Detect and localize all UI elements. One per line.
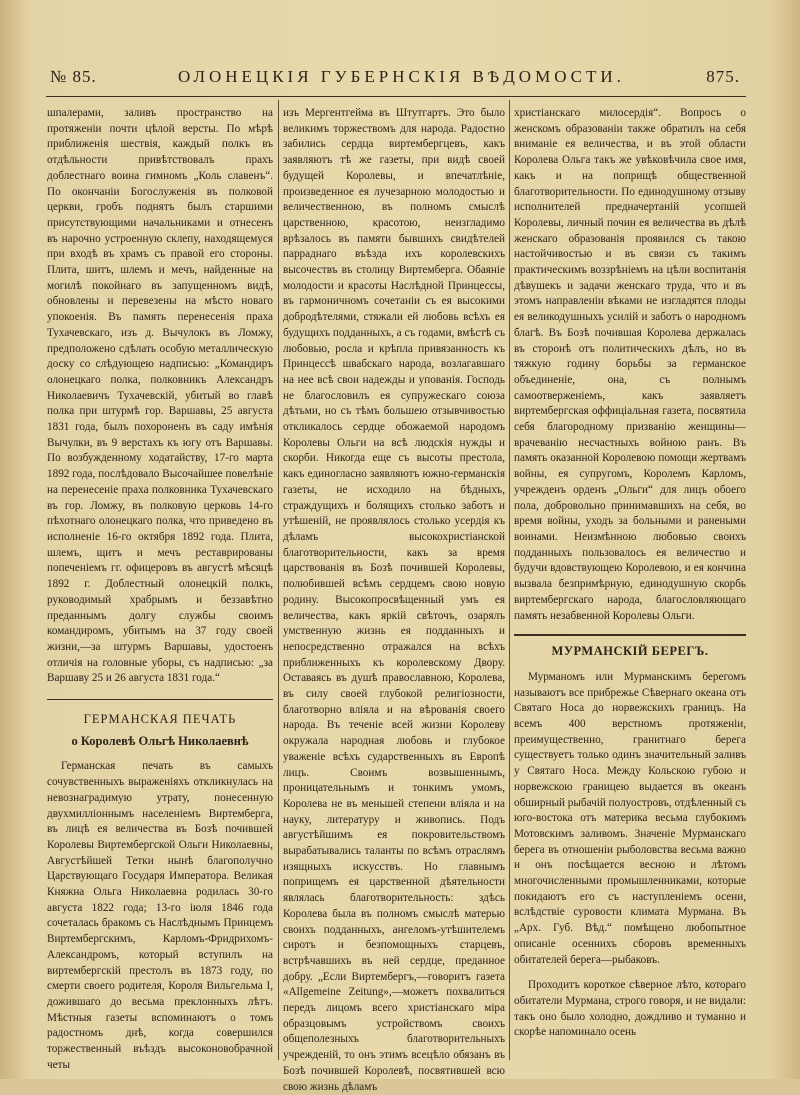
article-text: Мурманомъ или Мурманскимъ берегомъ называютъ все прибрежье Сѣвернаго океана отъ Святаго Носа до норвежскихъ границъ. На всемъ 400 верстномъ протяженіи, преимущественно, гранитнаго берега существуетъ только одинъ значительный заливъ у Святаго Носа. Между Кольскою губою и норвежскою границею выдается въ океанъ обширный рыбачій полуостровъ, отдѣленный съ юго-востока отъ материка весьма глубокимъ Мотовскимъ заливомъ. Значеніе Мурманскаго берега въ отношеніи рыболовства весьма важно и онъ посѣщается весною и лѣтомъ многочисленными промышленниками, которые покидаютъ его съ наступленіемъ осени, вслѣдствіе суровости климата Мурмана. Въ „Арх. Губ. Вѣд.“ помѣщено любопытное описаніе осеннихъ сборовъ временныхъ обитателей берега—рыбаковъ.: [514, 670, 746, 966]
section-separator: [47, 699, 273, 700]
column-divider: [509, 100, 510, 1060]
article-text: изъ Мергентгейма въ Штутгартъ. Это было великимъ торжествомъ для народа. Радостно забились сердца виртембергцевъ, какъ заявляютъ тѣ же газеты, при видѣ своей будущей Королевы, и впечатлѣніе, произведенное ея лучезарною молодостью и величественною, въ полномъ смыслѣ царственною, красотою, неизгладимо врѣзалось въ памяти бывшихъ свидѣтелей парраднаго въѣзда ихъ королевскихъ высочествъ въ столицу Виртемберга. Обаяніе молодости и красоты Наслѣдной Принцессы, въ гармоничномъ сочетаніи съ ея высокими добродѣтелями, стяжали ей любовь всѣхъ ея будущихъ подданныхъ, а съ годами, вмѣстѣ съ любовью, росла и крѣпла привязанность къ Принцессѣ швабскаго народа, возлагавшаго на нее всѣ свои надежды и упованія. Господь не благословилъ ея супружескаго союза дѣтьми, но съ тѣмъ большею отзывчивостью откликалось сердце обожаемой народомъ Королевы Ольги на всѣ людскія нужды и скорби. Никогда еще съ высоты престола, какъ единогласно заявляютъ южно-германскія газеты, не исходило на бѣдныхъ, страждущихъ и болящихъ столько заботъ и утѣшеній, не проявлялось столько усердія къ дѣламъ высокохристіанской благотворительности, какъ за время царствованія въ Бозѣ почившей Королевы, полюбившей всѣмъ сердцемъ свою новую родину. Высокопросвѣщенный умъ ея величества, какъ яркій свѣточъ, озарялъ умственную жизнь ея подданныхъ и непосредственно отражался на всѣхъ приближенныхъ къ королевскому Двору. Оставаясь въ душѣ православною, Королева, въ силу своей глубокой религіозности, благотворно вліяла и на вѣрованія своего народа. Въ теченіе всей жизни Королеву окружала народная любовь и глубокое уваженіе всѣхъ сударственныхъ въ Европѣ лицъ. Своимъ возвышеннымъ, проницательнымъ и тонкимъ умомъ, Королева не въ меньшей степени вліяла и на науку, литературу и живопись. Подъ августѣйшимъ ея покровительствомъ вырабатывались таланты по всѣмъ отраслямъ изящныхъ искусствъ. Но главнымъ поприщемъ ея царственной дѣятельности являлась благотворительность: здѣсь Королева была въ полномъ смыслѣ матерью своихъ подданныхъ, ангеломъ-утѣшителемъ сиротъ и безпомощныхъ старцевъ, встрѣчавшихъ въ ней сердце, преданное добру. „Если Виртембергъ,—говоритъ газета «Allgemeine Zeitung»,—можетъ похвалиться передъ лицомъ всего христіанскаго міра образцовымъ устройствомъ своихъ общеполезныхъ благотворительныхъ учрежденій, то онъ этимъ всецѣло обязанъ въ Бозѣ почившей Королевѣ, посвятившей всю свою жизнь дѣламъ: [283, 107, 505, 1093]
column-2: [283, 106, 505, 1093]
article-text: шпалерами, заливъ пространство на протяженіи почти цѣлой версты. По мѣрѣ приближенія шествія, каждый полкъ въ отдѣльности привѣтствовалъ прахъ доблестнаго воина гимномъ „Коль славенъ“. По окончаніи Богослуженія въ полковой церкви, гробъ поднятъ былъ старшими присутствующими начальниками и отнесенъ въ нарочно устроенную склепу, находящемуся при входѣ въ храмъ съ правой его стороны. Плита, шитъ, шлемъ и мечъ, найденные на могилѣ покойнаго въ запущенномъ видѣ, обновлены и перевезены на мѣсто новаго упокоенія. Въ память перенесенія праха Тухачевскаго, изъ д. Вычулокъ въ Ломжу, предположено сдѣлать особую металлическую доску со слѣдующею надписью: „Командиръ олонецкаго полка, полковникъ Александръ Николаевичъ Тухачевскій, убитый во главѣ полка при штурмѣ гор. Варшавы, 25 августа 1831 года, былъ похороненъ въ саду имѣнія Вычулки, въ 9 верстахъ къ югу отъ Варшавы. По возбужденному ходатайству, 17-го марта 1892 года, послѣдовало Высочайшее повелѣніе на перенесеніе праха полковника Тухачевскаго въ гор. Ломжу, въ полковую церковь 14-го пѣхотнаго олонецкаго полка, что приведено въ исполненіе 16-го октября 1892 года. Плита, шлемъ, щитъ и мечъ реставрированы попеченіемъ гг. офицеровъ въ августѣ мѣсяцѣ 1892 г. Доблестный олонецкій полкъ, руководимый храбрымъ и беззавѣтно преданнымъ долгу службы своимъ командиромъ, убитымъ на 37 году своей жизни,—за штурмъ Варшавы, удостоенъ отличія на головные уборы, съ надписью: „за Варшаву 25 и 26 августа 1831 года.“: [47, 107, 273, 685]
article-text: Проходитъ короткое сѣверное лѣто, котораго обитатели Мурмана, строго говоря, и не видали: такъ оно было холодно, дождливо и туманно и скорѣе напоминало осень: [514, 979, 746, 1039]
column-1: [47, 106, 273, 1071]
section-title: ГЕРМАНСКАЯ ПЕЧАТЬ: [83, 712, 237, 727]
section-title: МУРМАНСКІЙ БЕРЕГЪ.: [551, 644, 709, 659]
article-subtitle: о Королевѣ Ольгѣ Николаевнѣ: [71, 733, 249, 748]
page-header: [50, 62, 740, 92]
page-number: 875.: [706, 67, 740, 86]
article-text: Германская печать въ самыхъ сочувственныхъ выраженіяхъ откликнулась на невознаградимую утрату, понесенную двухмилліоннымъ населеніемъ Виртемберга, въ лицѣ ея величества въ Бозѣ почившей Королевы Виртембергской Ольги Николаевны, Августѣйшей Тетки нынѣ благополучно Царствующаго Государя Императора. Великая Княжна Ольга Николаевна родилась 30-го августа 1822 года; 13-го іюля 1846 года сочеталась бракомъ съ Наслѣднымъ Принцемъ Виртембергскимъ, Карломъ-Фридрихомъ-Александромъ, который вступилъ на виртембергскій престолъ въ 1873 году, по смерти своего родителя, Короля Вильгельма I, дожившаго до весьма преклонныхъ лѣтъ. Мѣстныя газеты вспоминаютъ о томъ радостномъ днѣ, когда совершился торжественный въѣздъ высоконовобрачной четы: [47, 760, 273, 1071]
issue-number: № 85.: [50, 67, 97, 86]
newspaper-title: ОЛОНЕЦКІЯ ГУБЕРНСКІЯ ВѢДОМОСТИ.: [178, 67, 625, 86]
article-text: христіанскаго милосердія“. Вопросъ о женскомъ образованіи также обратилъ на себя вниманіе ея величества, и въ этой области Королева Ольга такъ же увѣковѣчила свое имя, какъ и на поприщѣ общественной благотворительности. По единодушному отзыву исполнителей предначертаній усопшей Королевы, личный почин ея величества въ дѣлѣ женскаго образованія проявился съ такою настойчивостью и въ связи съ такимъ практическимъ воззрѣніемъ на цѣли воспитанія дѣвушекъ и задачи женскаго труда, что и въ этомъ направленіи вѣками не изгладятся плоды ея великодушныхъ усилій и заботъ о народномъ благѣ. Въ Бозѣ почившая Королева держалась въ сторонѣ отъ политическихъ дѣлъ, но въ тяжкую годину борьбы за германское объединеніе, она, съ полнымъ самоотверженіемъ, какъ заявляетъ виртембергская оффиціальная газета, посвятила себя благородному призванію женщины—врачеванію несчастныхъ войною ранъ. Въ память оказанной Королевою помощи жертвамъ войны, ея супругомъ, Королемъ Карломъ, учрежденъ орденъ „Ольги“ для лицъ обоего пола, добровольно принимавшихъ на себя, во время войны, уходъ за больными и ранеными воинами. Неизмѣнною любовью своихъ подданныхъ пользовалось ея величество и будучи вдовствующею Королевою, и ея кончина вызвала безпримѣрную, единодушную скорбь виртембергскаго народа, благословляющаго память незабвенной Королевы Ольги.: [514, 107, 746, 622]
header-rule: [46, 96, 746, 97]
section-separator: [514, 634, 746, 636]
column-3: [514, 106, 746, 1066]
column-divider: [278, 100, 279, 1060]
